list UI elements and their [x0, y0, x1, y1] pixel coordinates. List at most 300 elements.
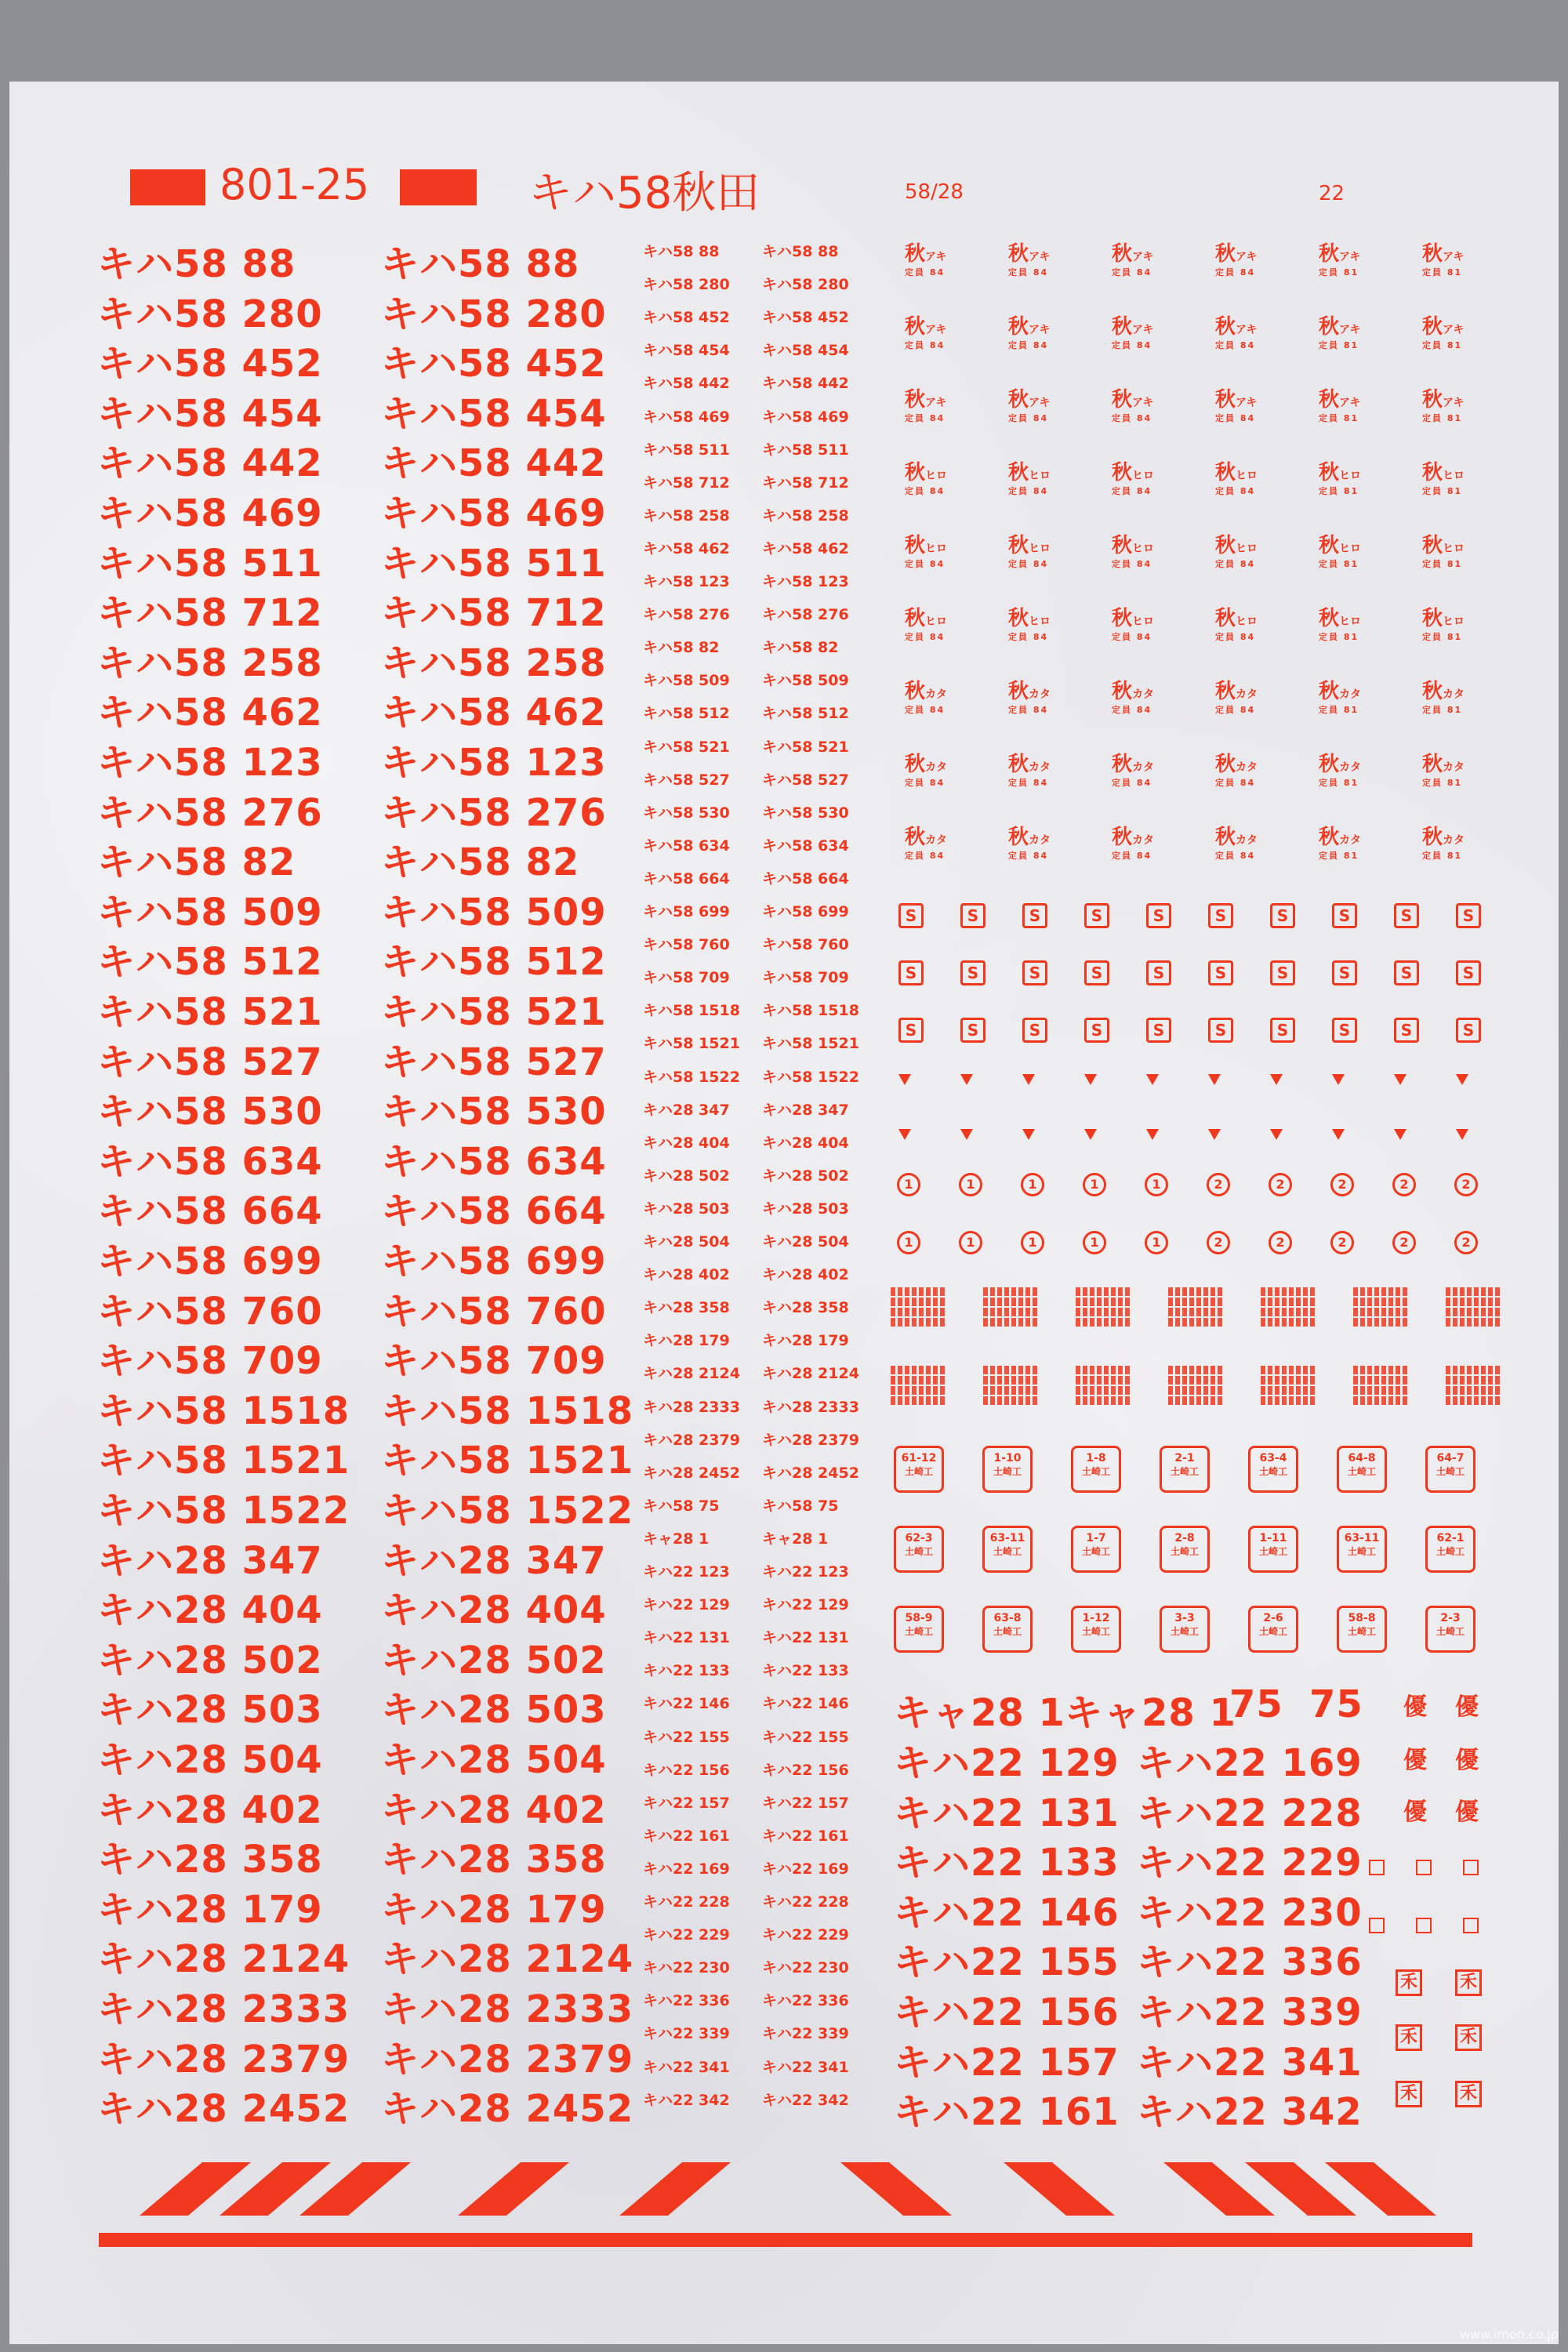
- small-number-decal: キハ58 664: [762, 869, 849, 887]
- capacity-label: 定員 84: [905, 340, 946, 350]
- small-number-decal: キハ22 156: [643, 1761, 730, 1779]
- capacity-label: 定員 81: [1319, 632, 1359, 642]
- big-number-decal: キハ28 503: [97, 1688, 323, 1733]
- big-number-decal: キハ28 504: [381, 1738, 607, 1782]
- small-number-decal: キハ58 760: [762, 936, 849, 954]
- capacity-label: 定員 84: [1112, 851, 1152, 861]
- capacity-label: 定員 84: [1215, 632, 1256, 642]
- capacity-label: 定員 84: [1008, 486, 1049, 496]
- small-number-decal: キハ22 341: [643, 2058, 730, 2076]
- big-number-decal: キハ58 258: [97, 641, 323, 685]
- s-mark-icon: S: [1332, 960, 1357, 985]
- depot-kana: カタ: [1339, 761, 1362, 774]
- depot-kana: アキ: [925, 324, 947, 336]
- capacity-label: 定員 84: [1112, 632, 1152, 642]
- small-number-decal: キハ58 276: [643, 606, 730, 624]
- inspection-code: 1-10: [993, 1452, 1022, 1465]
- depot-kanji: 秋: [1215, 826, 1236, 849]
- big-number-decal: キハ58 123: [97, 741, 323, 785]
- depot-kana: カタ: [1029, 761, 1051, 774]
- depot-kana: ヒロ: [1236, 543, 1258, 555]
- depot-kanji: 秋: [1319, 826, 1340, 849]
- big-number-decal: キハ28 404: [97, 1588, 323, 1633]
- capacity-label: 定員 84: [1008, 632, 1049, 642]
- small-number-decal: キハ58 469: [762, 408, 849, 426]
- depot-kana: ヒロ: [925, 615, 948, 628]
- inspection-code: 64-7: [1436, 1452, 1465, 1465]
- s-mark-icon: S: [960, 903, 985, 928]
- depot-kanji: 秋: [1422, 753, 1443, 776]
- number-75: 75: [1309, 1682, 1363, 1726]
- inspection-code: 1-8: [1086, 1452, 1106, 1465]
- depot-kanji: 秋: [1112, 315, 1133, 339]
- big-number-decal: キハ58 88: [97, 242, 296, 286]
- circled-number-icon: 1: [897, 1173, 920, 1196]
- small-number-decal: キハ22 146: [762, 1695, 849, 1713]
- inspection-code: 3-3: [1174, 1612, 1195, 1624]
- workshop-label: 土崎工: [904, 1466, 933, 1477]
- inspection-code: 1-11: [1259, 1532, 1287, 1544]
- big-number-decal: キハ58 512: [97, 940, 323, 985]
- workshop-label: 土崎工: [1258, 1466, 1287, 1477]
- small-number-decal: キハ22 161: [762, 1827, 849, 1845]
- depot-kanji: 秋: [1319, 534, 1340, 557]
- capacity-label: 定員 81: [1422, 267, 1463, 278]
- big-number-decal: キハ28 2124: [381, 1937, 634, 1982]
- depot-kana: ヒロ: [1029, 543, 1051, 555]
- inspection-code: 62-1: [1436, 1532, 1465, 1544]
- capacity-label: 定員 84: [1008, 559, 1049, 569]
- s-mark-icon: S: [1208, 960, 1233, 985]
- small-number-decal: キハ58 699: [762, 903, 849, 920]
- kiha22-number: キハ22 336: [1137, 1940, 1363, 1985]
- s-mark-icon: S: [1022, 960, 1047, 985]
- s-mark-icon: S: [1270, 903, 1295, 928]
- kiha22-number: キハ22 129: [894, 1741, 1120, 1785]
- priority-seat-kanji: 優: [1403, 1747, 1427, 1774]
- depot-kana: アキ: [1443, 251, 1465, 263]
- depot-kanji: 秋: [1008, 315, 1029, 339]
- small-number-decal: キハ58 452: [643, 309, 730, 327]
- workshop-label: 土崎工: [1170, 1546, 1199, 1557]
- capacity-label: 定員 84: [905, 559, 946, 569]
- inspection-code: 64-8: [1348, 1452, 1376, 1465]
- circled-number-icon: 2: [1330, 1173, 1354, 1196]
- kiha22-number: キハ22 230: [1137, 1890, 1363, 1935]
- big-number-decal: キハ58 1518: [97, 1388, 350, 1433]
- circled-number-icon: 1: [1145, 1173, 1168, 1196]
- depot-kana: カタ: [1236, 688, 1258, 701]
- s-mark-icon: S: [898, 903, 924, 928]
- depot-kana: カタ: [1132, 834, 1155, 847]
- s-mark-icon: S: [1270, 960, 1295, 985]
- s-mark-icon: S: [1332, 1018, 1357, 1043]
- depot-kanji: 秋: [1215, 534, 1236, 557]
- small-number-decal: キハ28 179: [643, 1332, 730, 1350]
- capacity-label: 定員 81: [1422, 340, 1463, 350]
- depot-kana: カタ: [1029, 834, 1051, 847]
- small-number-decal: キハ58 530: [762, 804, 849, 822]
- depot-kana: アキ: [1339, 324, 1361, 336]
- big-number-decal: キハ58 664: [381, 1189, 607, 1234]
- small-number-decal: キハ58 88: [762, 243, 839, 260]
- big-number-decal: キハ58 1521: [381, 1439, 634, 1483]
- small-number-decal: キャ28 1: [643, 1530, 710, 1548]
- depot-kana: アキ: [925, 397, 947, 409]
- workshop-label: 土崎工: [1436, 1546, 1465, 1557]
- small-number-decal: キハ22 157: [643, 1794, 730, 1812]
- big-number-decal: キハ58 462: [97, 691, 323, 735]
- small-number-decal: キハ28 2333: [762, 1398, 859, 1416]
- depot-kanji: 秋: [1008, 461, 1029, 485]
- inspection-code: 61-12: [901, 1452, 937, 1465]
- kiha22-number: キハ22 342: [1137, 2090, 1363, 2135]
- small-number-decal: キハ22 342: [762, 2091, 849, 2109]
- small-number-decal: キハ58 123: [762, 573, 849, 590]
- depot-kana: ヒロ: [1339, 615, 1362, 628]
- depot-kanji: 秋: [905, 461, 926, 485]
- small-number-decal: キハ58 511: [643, 441, 730, 459]
- capacity-label: 定員 81: [1422, 559, 1463, 569]
- circled-number-icon: 1: [959, 1231, 982, 1254]
- big-number-decal: キハ58 509: [97, 890, 323, 935]
- capacity-label: 定員 81: [1422, 486, 1463, 496]
- capacity-label: 定員 84: [905, 413, 946, 423]
- depot-kanji: 秋: [1319, 388, 1340, 412]
- big-number-decal: キハ58 709: [97, 1339, 323, 1384]
- depot-kana: カタ: [1132, 688, 1155, 701]
- small-number-decal: キハ22 133: [643, 1662, 730, 1680]
- s-mark-icon: S: [898, 1018, 924, 1043]
- inspection-code: 63-11: [1344, 1532, 1380, 1544]
- workshop-label: 土崎工: [1347, 1466, 1376, 1477]
- inspection-code: 2-1: [1174, 1452, 1195, 1465]
- capacity-label: 定員 84: [1215, 486, 1256, 496]
- s-mark-icon: S: [1456, 960, 1481, 985]
- depot-kana: ヒロ: [1236, 615, 1258, 628]
- small-number-decal: キハ22 131: [643, 1629, 730, 1647]
- small-number-decal: キハ58 442: [643, 375, 730, 393]
- depot-kanji: 秋: [1422, 388, 1443, 412]
- small-number-decal: キハ28 2333: [643, 1398, 740, 1416]
- depot-kana: カタ: [1339, 834, 1362, 847]
- small-number-decal: キハ58 634: [762, 837, 849, 855]
- small-number-decal: キハ58 280: [643, 276, 730, 294]
- small-number-decal: キハ58 530: [643, 804, 730, 822]
- capacity-label: 定員 84: [1112, 413, 1152, 423]
- circled-number-icon: 2: [1454, 1231, 1478, 1254]
- misc-kanji-mark: 禾: [1455, 1969, 1482, 1996]
- circled-number-icon: 2: [1207, 1173, 1230, 1196]
- small-number-decal: キハ22 123: [643, 1563, 730, 1581]
- capacity-label: 定員 84: [1008, 851, 1049, 861]
- stripe: [840, 2162, 952, 2216]
- big-number-decal: キハ28 347: [381, 1538, 607, 1583]
- product-code: 801-25: [220, 160, 370, 209]
- depot-kanji: 秋: [1422, 607, 1443, 630]
- big-number-decal: キハ58 452: [381, 342, 607, 387]
- small-number-decal: キハ22 155: [762, 1728, 849, 1746]
- watermark: www.imon.co.jp: [1460, 2327, 1559, 2342]
- small-number-decal: キハ58 512: [643, 705, 730, 723]
- small-number-decal: キハ22 339: [762, 2025, 849, 2043]
- big-number-decal: キハ58 1521: [97, 1439, 350, 1483]
- circled-number-icon: 1: [897, 1231, 920, 1254]
- kiha22-number: キハ22 339: [1137, 1991, 1363, 2034]
- small-number-decal: キハ58 1521: [762, 1035, 859, 1053]
- capacity-label: 定員 84: [905, 851, 946, 861]
- capacity-label: 定員 84: [1112, 778, 1152, 788]
- capacity-label: 定員 81: [1422, 851, 1463, 861]
- capacity-label: 定員 84: [1112, 559, 1152, 569]
- depot-kana: ヒロ: [1236, 470, 1258, 482]
- kiha22-number: キハ22 155: [894, 1940, 1120, 1985]
- small-number-decal: キハ58 123: [643, 573, 730, 590]
- s-mark-icon: S: [1146, 903, 1171, 928]
- circled-number-icon: 2: [1207, 1231, 1230, 1254]
- depot-kanji: 秋: [1112, 534, 1133, 557]
- big-number-decal: キハ58 442: [97, 441, 323, 486]
- small-number-decal: キハ22 156: [762, 1761, 849, 1779]
- circled-number-icon: 2: [1269, 1173, 1292, 1196]
- circled-number-icon: 1: [959, 1173, 982, 1196]
- small-number-decal: キハ28 504: [762, 1233, 849, 1250]
- s-mark-icon: S: [1084, 960, 1109, 985]
- big-number-decal: キハ58 760: [97, 1289, 323, 1334]
- small-number-decal: キハ22 129: [643, 1596, 730, 1614]
- capacity-label: 定員 81: [1319, 559, 1359, 569]
- circled-number-icon: 1: [1083, 1231, 1106, 1254]
- big-number-decal: キハ58 469: [381, 492, 607, 535]
- depot-kanji: 秋: [905, 534, 926, 557]
- big-number-decal: キハ58 527: [97, 1040, 323, 1084]
- big-number-decal: キハ28 358: [381, 1838, 607, 1882]
- big-number-decal: キハ58 712: [97, 591, 323, 636]
- small-number-decal: キハ22 230: [643, 1959, 730, 1977]
- depot-kana: ヒロ: [1339, 543, 1362, 555]
- small-number-decal: キハ28 347: [762, 1101, 849, 1119]
- depot-kanji: 秋: [905, 753, 926, 776]
- big-number-decal: キハ58 634: [381, 1139, 607, 1184]
- workshop-label: 土崎工: [904, 1546, 933, 1557]
- priority-seat-kanji: 優: [1455, 1693, 1479, 1721]
- number-75: 75: [1229, 1682, 1283, 1726]
- depot-kana: カタ: [925, 761, 948, 774]
- depot-kana: ヒロ: [1029, 470, 1051, 482]
- small-number-decal: キハ58 760: [643, 936, 730, 954]
- depot-kana: カタ: [1443, 834, 1465, 847]
- kiha22-number: キハ22 169: [1137, 1741, 1363, 1785]
- big-number-decal: キハ58 1522: [97, 1489, 350, 1533]
- big-number-decal: キハ28 2452: [381, 2087, 634, 2132]
- depot-kanji: 秋: [1319, 461, 1340, 485]
- workshop-label: 土崎工: [993, 1546, 1022, 1557]
- small-number-decal: キハ22 123: [762, 1563, 849, 1581]
- misc-kanji-mark: 禾: [1396, 2081, 1422, 2107]
- depot-kanji: 秋: [1008, 680, 1029, 703]
- capacity-label: 定員 84: [1008, 778, 1049, 788]
- depot-kanji: 秋: [1112, 607, 1133, 630]
- small-number-decal: キハ22 228: [643, 1893, 730, 1911]
- depot-kanji: 秋: [1215, 753, 1236, 776]
- big-number-decal: キハ28 502: [97, 1638, 323, 1682]
- capacity-label: 定員 81: [1422, 705, 1463, 715]
- s-mark-icon: S: [1146, 1018, 1171, 1043]
- s-mark-icon: S: [1084, 903, 1109, 928]
- inspection-code: 58-8: [1348, 1612, 1376, 1624]
- workshop-label: 土崎工: [1347, 1546, 1376, 1557]
- depot-kanji: 秋: [1215, 461, 1236, 485]
- capacity-label: 定員 84: [1215, 267, 1256, 278]
- big-number-decal: キハ28 402: [381, 1788, 607, 1832]
- depot-kanji: 秋: [905, 315, 926, 339]
- workshop-label: 土崎工: [993, 1466, 1022, 1477]
- kya28-number: キャ28 1: [894, 1691, 1065, 1735]
- small-number-decal: キハ58 521: [643, 738, 730, 756]
- small-number-decal: キハ22 336: [762, 1992, 849, 2010]
- capacity-label: 定員 81: [1319, 778, 1359, 788]
- small-number-decal: キハ22 342: [643, 2091, 730, 2109]
- big-number-decal: キハ58 634: [97, 1139, 323, 1184]
- circled-number-icon: 2: [1330, 1231, 1354, 1254]
- small-number-decal: キハ58 462: [762, 539, 849, 557]
- workshop-label: 土崎工: [904, 1626, 933, 1637]
- small-number-decal: キハ58 276: [762, 606, 849, 624]
- capacity-label: 定員 84: [905, 486, 946, 496]
- stripe: [458, 2162, 569, 2216]
- s-mark-icon: S: [1022, 903, 1047, 928]
- capacity-label: 定員 84: [1008, 267, 1049, 278]
- depot-kana: アキ: [1236, 251, 1258, 263]
- depot-kanji: 秋: [1008, 607, 1029, 630]
- small-number-decal: キハ58 521: [762, 738, 849, 756]
- capacity-label: 定員 81: [1422, 413, 1463, 423]
- small-number-decal: キハ58 664: [643, 869, 730, 887]
- s-mark-icon: S: [1394, 960, 1419, 985]
- depot-kanji: 秋: [1422, 315, 1443, 339]
- big-number-decal: キハ58 521: [97, 990, 323, 1034]
- depot-kana: カタ: [1236, 761, 1258, 774]
- capacity-label: 定員 81: [1319, 486, 1359, 496]
- depot-kanji: 秋: [1215, 388, 1236, 412]
- small-number-decal: キハ58 712: [643, 474, 730, 492]
- big-number-decal: キハ58 280: [381, 292, 607, 336]
- depot-kanji: 秋: [1422, 534, 1443, 557]
- small-number-decal: キハ22 169: [643, 1860, 730, 1878]
- small-number-decal: キハ22 336: [643, 1992, 730, 2010]
- capacity-label: 定員 84: [1112, 705, 1152, 715]
- depot-kanji: 秋: [1422, 461, 1443, 485]
- kiha22-number: キハ22 229: [1137, 1841, 1363, 1886]
- workshop-label: 土崎工: [1436, 1626, 1465, 1637]
- big-number-decal: キハ58 760: [381, 1289, 607, 1334]
- big-number-decal: キハ58 530: [381, 1090, 607, 1134]
- big-number-decal: キハ58 123: [381, 741, 607, 785]
- small-number-decal: キハ28 502: [762, 1167, 849, 1185]
- small-number-decal: キハ28 347: [643, 1101, 730, 1119]
- depot-kana: ヒロ: [1339, 470, 1362, 482]
- small-number-decal: キハ28 2124: [643, 1365, 740, 1383]
- s-mark-icon: S: [1394, 1018, 1419, 1043]
- kiha22-number: キハ22 131: [894, 1791, 1120, 1835]
- priority-seat-kanji: 優: [1403, 1693, 1427, 1721]
- small-number-decal: キハ22 228: [762, 1893, 849, 1911]
- depot-kanji: 秋: [905, 242, 926, 266]
- depot-kanji: 秋: [1008, 242, 1029, 266]
- inspection-code: 1-7: [1086, 1532, 1106, 1544]
- big-number-decal: キハ58 699: [97, 1240, 323, 1283]
- inspection-code: 2-3: [1440, 1612, 1461, 1624]
- inspection-code: 63-11: [989, 1532, 1025, 1544]
- depot-kana: カタ: [925, 688, 948, 701]
- big-number-decal: キハ28 2333: [97, 1987, 350, 2031]
- small-number-decal: キハ58 75: [643, 1497, 720, 1515]
- inspection-code: 58-9: [905, 1612, 933, 1624]
- long-red-line: [99, 2233, 1472, 2247]
- big-number-decal: キハ28 504: [97, 1738, 323, 1782]
- s-mark-icon: S: [1456, 1018, 1481, 1043]
- misc-kanji-mark: 禾: [1396, 2024, 1422, 2051]
- big-number-decal: キハ58 511: [97, 541, 323, 586]
- big-number-decal: キハ58 454: [381, 391, 607, 436]
- depot-kana: アキ: [1132, 251, 1154, 263]
- small-number-decal: キハ58 82: [643, 639, 720, 657]
- depot-kanji: 秋: [1112, 388, 1133, 412]
- depot-kana: アキ: [1132, 397, 1154, 409]
- depot-kanji: 秋: [1008, 753, 1029, 776]
- depot-kana: アキ: [1443, 397, 1465, 409]
- big-number-decal: キハ58 530: [97, 1090, 323, 1134]
- depot-kana: カタ: [1029, 688, 1051, 701]
- big-number-decal: キハ58 664: [97, 1189, 323, 1234]
- priority-seat-kanji: 優: [1455, 1747, 1479, 1774]
- s-mark-icon: S: [1146, 960, 1171, 985]
- capacity-label: 定員 84: [905, 267, 946, 278]
- big-number-decal: キハ58 462: [381, 691, 607, 735]
- big-number-decal: キハ58 82: [381, 840, 580, 885]
- capacity-label: 定員 84: [1008, 705, 1049, 715]
- depot-kana: カタ: [1339, 688, 1362, 701]
- big-number-decal: キハ58 1522: [381, 1489, 634, 1533]
- small-number-decal: キハ28 502: [643, 1167, 730, 1185]
- circled-number-icon: 1: [1021, 1231, 1044, 1254]
- kiha22-number: キハ22 146: [894, 1890, 1120, 1935]
- depot-kana: アキ: [1029, 324, 1051, 336]
- stripe: [619, 2162, 731, 2216]
- capacity-label: 定員 81: [1422, 778, 1463, 788]
- s-mark-icon: S: [1394, 903, 1419, 928]
- capacity-label: 定員 81: [1319, 340, 1359, 350]
- misc-kanji-mark: 禾: [1455, 2081, 1482, 2107]
- workshop-label: 土崎工: [993, 1626, 1022, 1637]
- depot-kanji: 秋: [1319, 315, 1340, 339]
- kiha22-number: キハ22 156: [894, 1991, 1120, 2034]
- sheet-title: キハ58秋田: [528, 168, 760, 219]
- workshop-label: 土崎工: [1081, 1546, 1110, 1557]
- depot-kanji: 秋: [1422, 242, 1443, 266]
- big-number-decal: キハ28 2379: [381, 2037, 634, 2082]
- depot-kanji: 秋: [1112, 753, 1133, 776]
- depot-kanji: 秋: [1215, 680, 1236, 703]
- s-mark-icon: S: [1270, 1018, 1295, 1043]
- circled-number-icon: 1: [1083, 1173, 1106, 1196]
- circled-number-icon: 2: [1454, 1173, 1478, 1196]
- depot-kana: アキ: [1029, 397, 1051, 409]
- depot-kana: カタ: [925, 834, 948, 847]
- s-mark-icon: S: [960, 1018, 985, 1043]
- s-mark-icon: S: [1208, 1018, 1233, 1043]
- capacity-label: 定員 84: [1215, 851, 1256, 861]
